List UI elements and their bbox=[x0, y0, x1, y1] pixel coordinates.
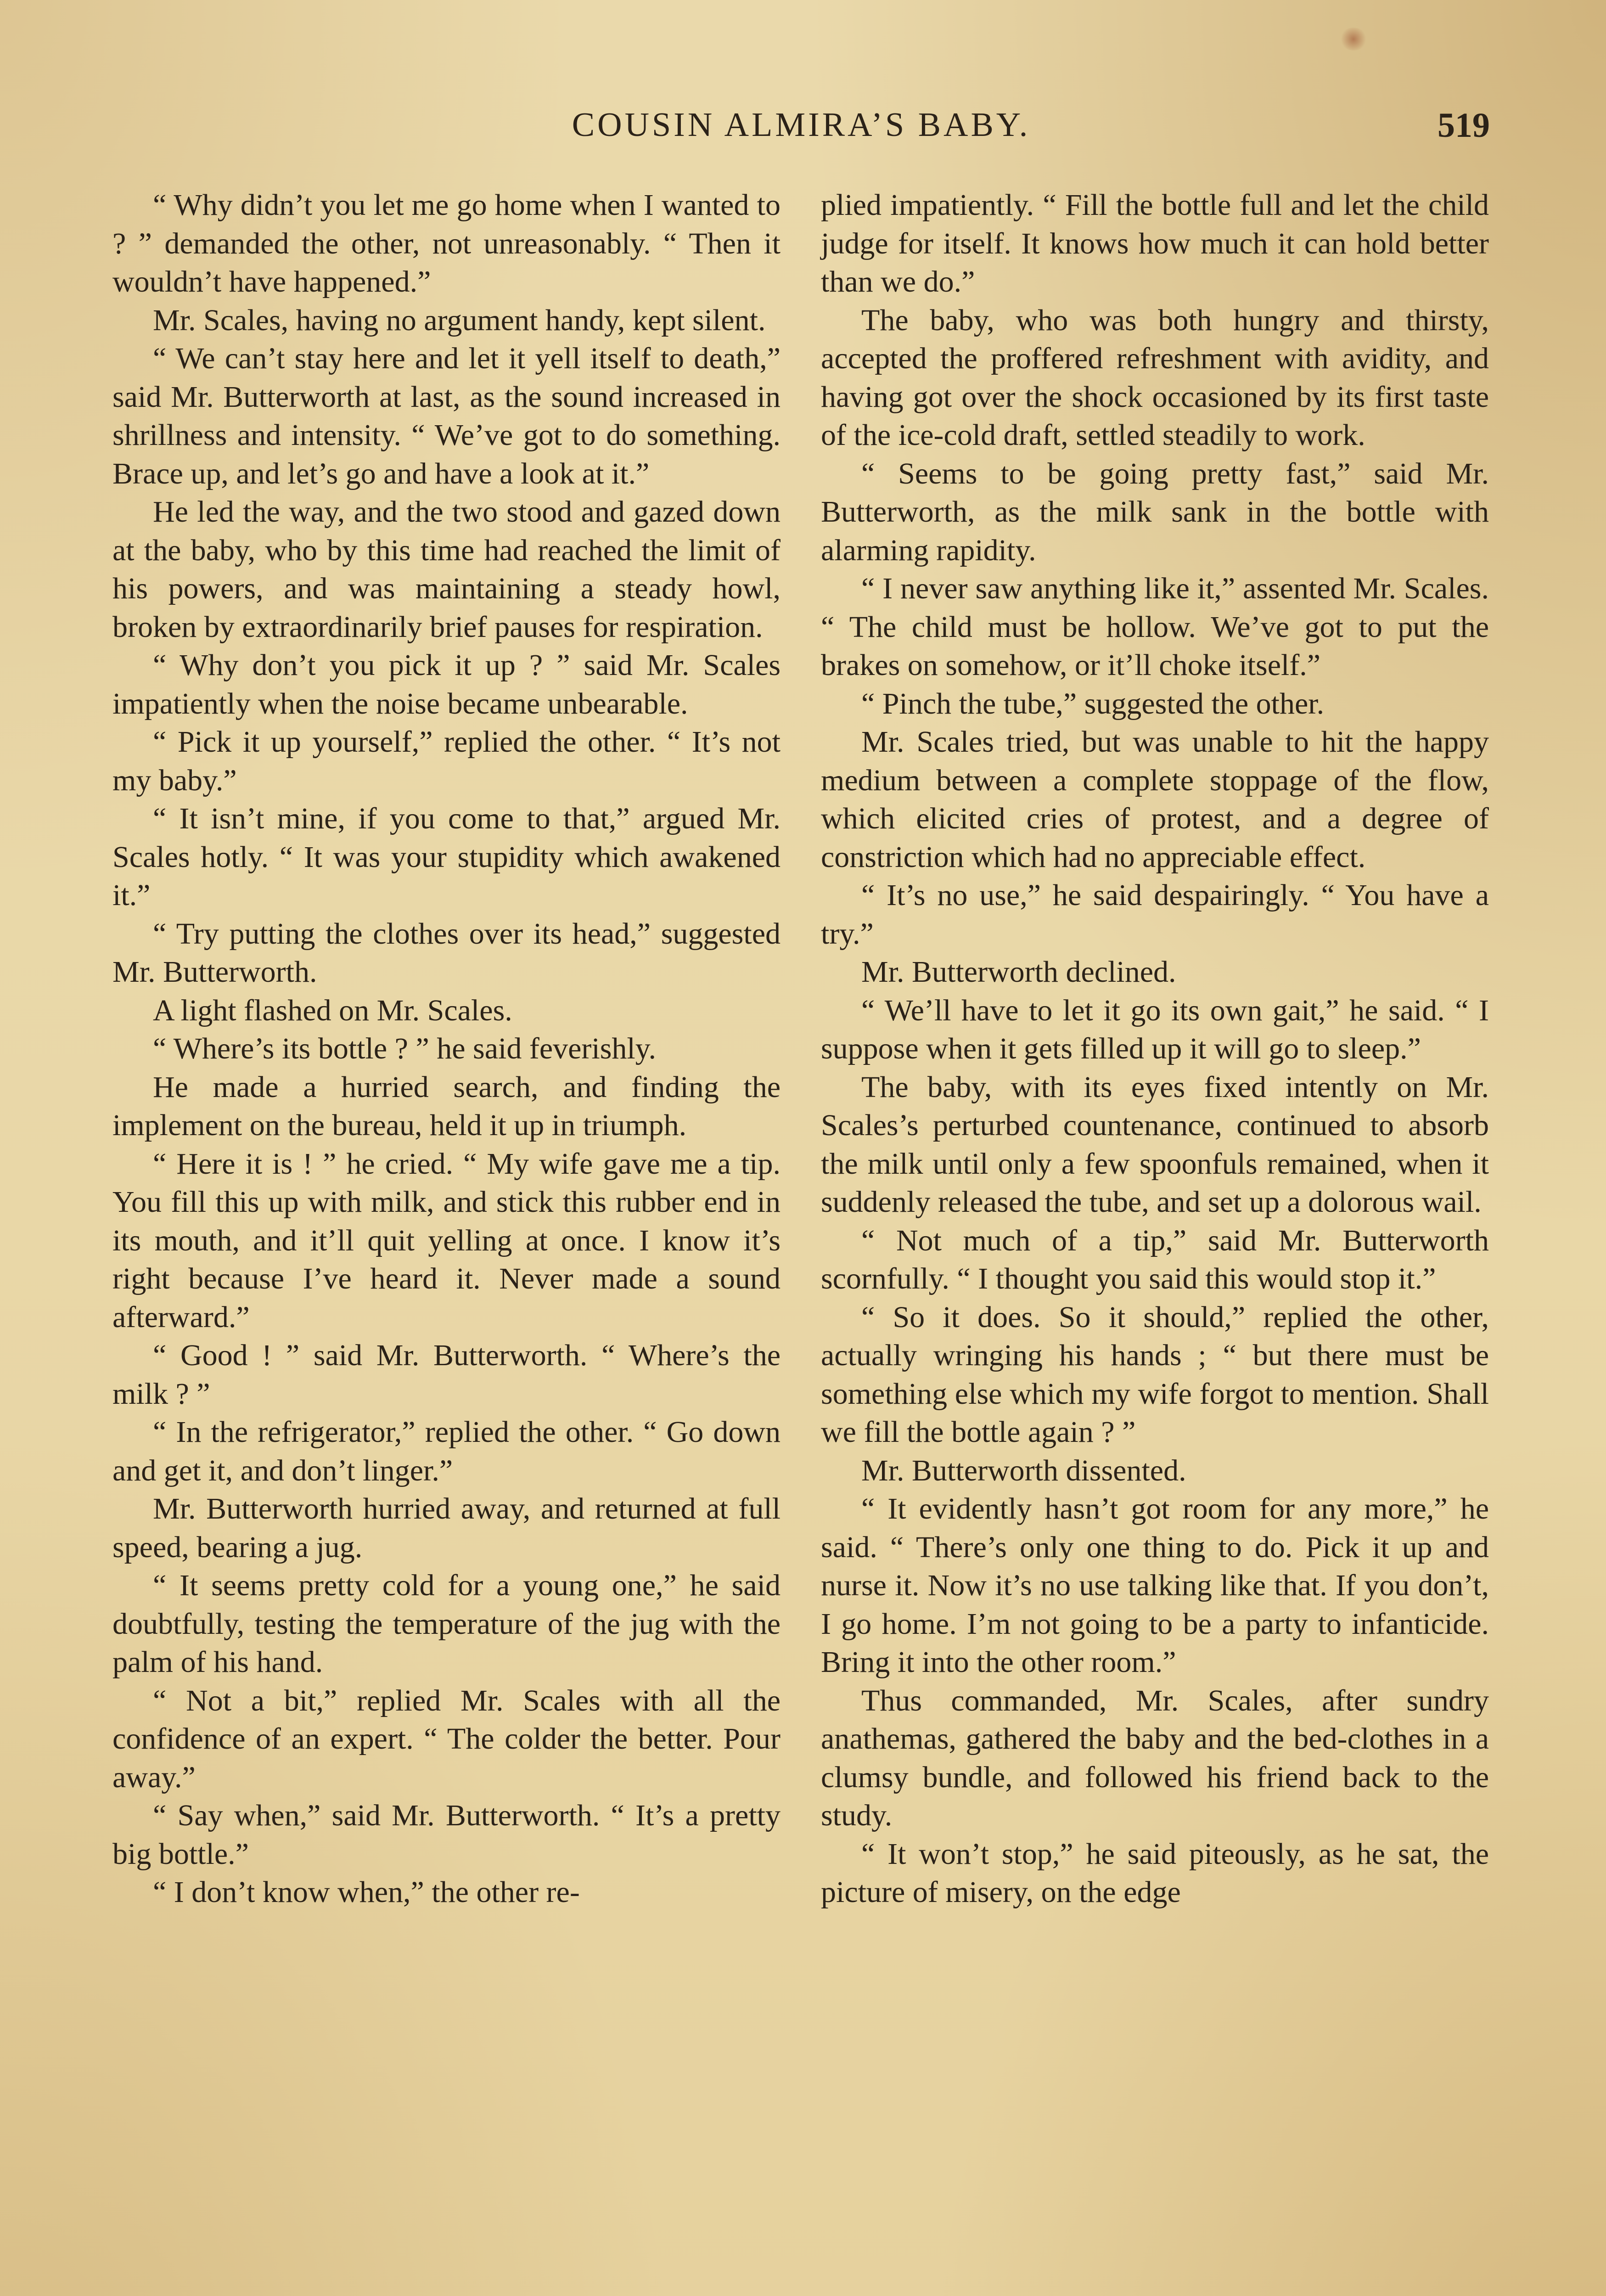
page-header bbox=[112, 106, 1490, 161]
paragraph: A light flashed on Mr. Scales. bbox=[153, 993, 512, 1027]
paragraph: Mr. Scales, having no argument handy, kept silent. bbox=[153, 303, 766, 337]
paragraph: “ Why didn’t you let me go home when I wanted to ? ” demanded the other, not unreasonably. “ Then it wouldn’t have happened.” bbox=[112, 188, 781, 298]
paragraph: “ I don’t know when,” the other re- bbox=[153, 1875, 580, 1909]
paragraph: “ I never saw anything like it,” assented Mr. Scales. “ The child must be hollow. We’ve got to put the brakes on somehow, or it’ll choke itself.” bbox=[821, 572, 1489, 682]
paragraph: He led the way, and the two stood and gazed down at the baby, who by this time had reached the limit of his powers, and was maintaining a steady howl, broken by extraordinarily brief pauses for respiration. bbox=[112, 495, 781, 644]
paragraph: “ Not much of a tip,” said Mr. Butterworth scornfully. “ I thought you said this would stop it.” bbox=[821, 1223, 1489, 1295]
paragraph: “ We can’t stay here and let it yell itself to death,” said Mr. Butterworth at last, as the sound increased in shrillness and intensity. “ We’ve got to do something. Brace up, and let’s go and have a look at it.” bbox=[112, 342, 781, 490]
paragraph: “ So it does. So it should,” replied the other, actually wringing his hands ; “ but there must be something else which my wife forgot to mention. Shall we fill the bottle again ? ” bbox=[821, 1300, 1489, 1449]
page-number: 519 bbox=[1438, 106, 1490, 145]
paragraph: “ We’ll have to let it go its own gait,” he said. “ I suppose when it gets filled up it will go to sleep.” bbox=[821, 993, 1489, 1065]
right-column bbox=[821, 186, 1489, 1912]
paragraph: Thus commanded, Mr. Scales, after sundry anathemas, gathered the baby and the bed-clothes in a clumsy bundle, and followed his friend back to the study. bbox=[821, 1683, 1489, 1832]
paragraph: Mr. Butterworth hurried away, and returned at full speed, bearing a jug. bbox=[112, 1492, 781, 1564]
paragraph: “ Seems to be going pretty fast,” said Mr. Butterworth, as the milk sank in the bottle with alarming rapidity. bbox=[821, 456, 1489, 567]
paragraph: Mr. Butterworth declined. bbox=[861, 955, 1176, 989]
paragraph: “ Where’s its bottle ? ” he said feverishly. bbox=[153, 1032, 656, 1065]
paragraph: “ Pick it up yourself,” replied the other. “ It’s not my baby.” bbox=[112, 725, 781, 797]
paragraph: “ Try putting the clothes over its head,” suggested Mr. Butterworth. bbox=[112, 917, 781, 989]
paragraph: “ Say when,” said Mr. Butterworth. “ It’s a pretty big bottle.” bbox=[112, 1799, 781, 1871]
paragraph: Mr. Scales tried, but was unable to hit the happy medium between a complete stoppage of the flow, which elicited cries of protest, and a degree of constriction which had no appreciable effect. bbox=[821, 725, 1489, 874]
paragraph: Mr. Butterworth dissented. bbox=[861, 1453, 1186, 1487]
paragraph: “ Pinch the tube,” suggested the other. bbox=[861, 687, 1325, 720]
paragraph: “ Good ! ” said Mr. Butterworth. “ Where’s the milk ? ” bbox=[112, 1339, 781, 1411]
paragraph: “ Not a bit,” replied Mr. Scales with all the confidence of an expert. “ The colder the better. Pour away.” bbox=[112, 1683, 781, 1794]
paragraph: “ It won’t stop,” he said piteously, as he sat, the picture of misery, on the edge bbox=[821, 1837, 1489, 1909]
paragraph-continuation: plied impatiently. “ Fill the bottle full and let the child judge for itself. It knows how much it can hold better than we do.” bbox=[821, 188, 1489, 298]
paragraph: “ In the refrigerator,” replied the other. “ Go down and get it, and don’t linger.” bbox=[112, 1415, 781, 1487]
paragraph: The baby, who was both hungry and thirsty, accepted the proffered refreshment with avidity, and having got over the shock occasioned by its first taste of the ice-cold draft, settled steadily to work. bbox=[821, 303, 1489, 452]
paragraph: He made a hurried search, and finding the implement on the bureau, held it up in triumph. bbox=[112, 1070, 781, 1142]
paragraph: “ It’s no use,” he said despairingly. “ You have a try.” bbox=[821, 878, 1489, 951]
paragraph: “ It seems pretty cold for a young one,” he said doubtfully, testing the temperature of the jug with the palm of his hand. bbox=[112, 1569, 781, 1679]
left-column bbox=[112, 186, 781, 1912]
paragraph: “ It isn’t mine, if you come to that,” argued Mr. Scales hotly. “ It was your stupidity which awakened it.” bbox=[112, 802, 781, 912]
ink-stain bbox=[1340, 28, 1367, 51]
running-head: COUSIN ALMIRA’S BABY. bbox=[572, 106, 1031, 144]
paragraph: The baby, with its eyes fixed intently on Mr. Scales’s perturbed countenance, continued to absorb the milk until only a few spoonfuls remained, when it suddenly released the tube, and set up a dolorous wail. bbox=[821, 1070, 1489, 1219]
paragraph: “ Here it is ! ” he cried. “ My wife gave me a tip. You fill this up with milk, and stick this rubber end in its mouth, and it’ll quit yelling at once. I know it’s right because I’ve heard it. Never made a sound afterward.” bbox=[112, 1147, 781, 1334]
paragraph: “ It evidently hasn’t got room for any more,” he said. “ There’s only one thing to do. Pick it up and nurse it. Now it’s no use talking like that. If you don’t, I go home. I’m not going to be a party to infanticide. Bring it into the other room.” bbox=[821, 1492, 1489, 1679]
paragraph: “ Why don’t you pick it up ? ” said Mr. Scales impatiently when the noise became unbearable. bbox=[112, 648, 781, 720]
